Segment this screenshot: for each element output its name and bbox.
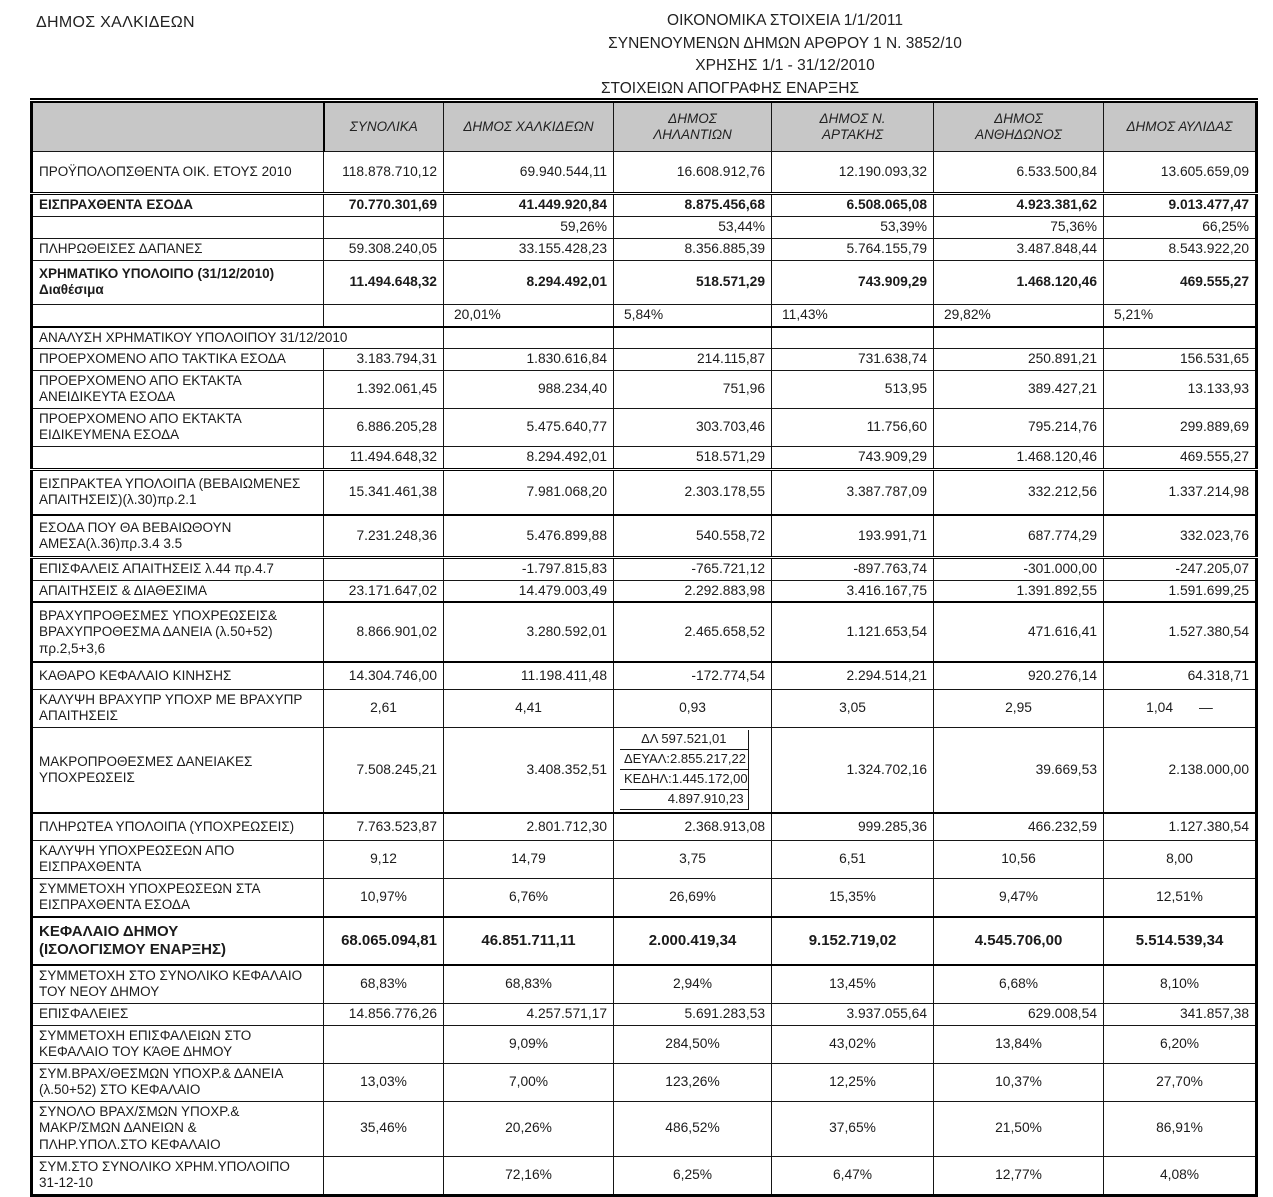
value-cell: 389.427,21 — [934, 370, 1104, 408]
value-cell: 15.341.461,38 — [324, 469, 444, 515]
value-cell: -247.205,07 — [1104, 557, 1257, 580]
table-header — [32, 101, 1257, 152]
row-label-cell: ΕΣΟΔΑ ΠΟΥ ΘΑ ΒΕΒΑΙΩΘΟΥΝ ΑΜΕΣΑ(λ.36)πρ.3.4 3.5 — [32, 515, 324, 557]
value-cell: 2.368.913,08 — [614, 813, 772, 840]
value-cell: 53,39% — [772, 217, 934, 239]
table-row — [32, 194, 1257, 217]
value-cell: 86,91% — [1104, 1101, 1257, 1156]
value-cell — [324, 557, 444, 580]
table-row — [32, 1101, 1257, 1156]
value-cell: 486,52% — [614, 1101, 772, 1156]
value-cell: 59.308.240,05 — [324, 238, 444, 260]
value-cell: 1.127.380,54 — [1104, 813, 1257, 840]
row-label-cell — [32, 304, 324, 326]
title-line-3: ΧΡΗΣΗΣ 1/1 - 31/12/2010 — [695, 57, 875, 74]
value-cell: 12,25% — [772, 1063, 934, 1101]
breakdown-item: ΚΕΔΗΛ:1.445.172,00 — [620, 770, 748, 790]
financial-table — [30, 98, 1258, 1197]
table-row — [32, 152, 1257, 194]
value-cell: 12.190.093,32 — [772, 152, 934, 194]
title-line-4: ΣΤΟΙΧΕΙΩΝ ΑΠΟΓΡΑΦΗΣ ΕΝΑΡΞΗΣ — [600, 79, 860, 97]
value-cell: 8.294.492,01 — [444, 260, 614, 304]
value-cell: 12,77% — [934, 1156, 1104, 1195]
value-cell: 303.703,46 — [614, 408, 772, 446]
table-header-cell: ΔΗΜΟΣ ΛΗΛΑΝΤΙΩΝ — [614, 101, 772, 152]
table-header-cell: ΔΗΜΟΣ ΑΥΛΙΔΑΣ — [1104, 101, 1257, 152]
row-label-cell: ΣΥΜ.ΣΤΟ ΣΥΝΟΛΙΚΟ ΧΡΗΜ.ΥΠΟΛΟΙΠΟ 31-12-10 — [32, 1156, 324, 1195]
table-row — [32, 469, 1257, 515]
value-cell: 1.591.699,25 — [1104, 580, 1257, 602]
value-cell: 9,12 — [324, 840, 444, 878]
title-line-2: ΣΥΝΕΝΟΥΜΕΝΩΝ ΔΗΜΩΝ ΑΡΘΡΟΥ 1 Ν. 3852/10 — [608, 34, 962, 52]
value-cell: 43,02% — [772, 1025, 934, 1063]
value-cell: -301.000,00 — [934, 557, 1104, 580]
value-cell: 5.764.155,79 — [772, 238, 934, 260]
table-header-cell: ΔΗΜΟΣ ΧΑΛΚΙΔΕΩΝ — [444, 101, 614, 152]
value-cell: 7.508.245,21 — [324, 727, 444, 813]
value-cell: 7.231.248,36 — [324, 515, 444, 557]
row-label-cell: ΠΡΟΕΡΧΟΜΕΝΟ ΑΠΟ ΕΚΤΑΚΤΑ ΑΝΕΙΔΙΚΕΥΤΑ ΕΣΟΔΑ — [32, 370, 324, 408]
value-cell: 21,50% — [934, 1101, 1104, 1156]
value-cell: 9,09% — [444, 1025, 614, 1063]
value-cell: 5.514.539,34 — [1104, 917, 1257, 965]
value-cell: 14.856.776,26 — [324, 1003, 444, 1025]
row-label-cell: ΣΥΝΟΛΟ ΒΡΑΧ/ΣΜΩΝ ΥΠΟΧΡ.& ΜΑΚΡ/ΣΜΩΝ ΔΑΝΕΙΩΝ & ΠΛΗΡ.ΥΠΟΛ.ΣΤΟ ΚΕΦΑΛΑΙΟ — [32, 1101, 324, 1156]
table-row — [32, 878, 1257, 916]
value-cell: -897.763,74 — [772, 557, 934, 580]
value-cell: 0,93 — [614, 689, 772, 727]
value-cell: 3.937.055,64 — [772, 1003, 934, 1025]
row-label-cell: ΑΝΑΛΥΣΗ ΧΡΗΜΑΤΙΚΟΥ ΥΠΟΛΟΙΠΟΥ 31/12/2010 — [32, 327, 444, 349]
table-row — [32, 580, 1257, 602]
value-cell: 518.571,29 — [614, 260, 772, 304]
value-cell: 64.318,71 — [1104, 662, 1257, 689]
table-row — [32, 1156, 1257, 1195]
row-label-cell: ΑΠΑΙΤΗΣΕΙΣ & ΔΙΑΘΕΣΙΜΑ — [32, 580, 324, 602]
value-cell: 1.392.061,45 — [324, 370, 444, 408]
row-label-cell: ΒΡΑΧΥΠΡΟΘΕΣΜΕΣ ΥΠΟΧΡΕΩΣΕΙΣ& ΒΡΑΧΥΠΡΟΘΕΣΜΑ ΔΑΝΕΙΑ (λ.50+52) πρ.2,5+3,6 — [32, 602, 324, 662]
table-row — [32, 1025, 1257, 1063]
breakdown-list — [620, 730, 749, 809]
table-header-cell: ΔΗΜΟΣ Ν. ΑΡΤΑΚΗΣ — [772, 101, 934, 152]
value-cell: 6.533.500,84 — [934, 152, 1104, 194]
value-cell: 299.889,69 — [1104, 408, 1257, 446]
value-cell: 39.669,53 — [934, 727, 1104, 813]
value-cell: 2,94% — [614, 965, 772, 1003]
value-cell: 2.294.514,21 — [772, 662, 934, 689]
value-cell: -765.721,12 — [614, 557, 772, 580]
row-label-cell: ΣΥΜΜΕΤΟΧΗ ΣΤΟ ΣΥΝΟΛΙΚΟ ΚΕΦΑΛΑΙΟ ΤΟΥ ΝΕΟΥ ΔΗΜΟΥ — [32, 965, 324, 1003]
value-cell: 8.294.492,01 — [444, 446, 614, 469]
value-cell: 8.356.885,39 — [614, 238, 772, 260]
value-cell — [324, 304, 444, 326]
value-cell: 14.479.003,49 — [444, 580, 614, 602]
row-label-cell — [32, 217, 324, 239]
table-row — [32, 689, 1257, 727]
value-cell: 46.851.711,11 — [444, 917, 614, 965]
value-cell: 3.416.167,75 — [772, 580, 934, 602]
value-cell: 11,43% — [772, 304, 934, 326]
value-cell: 6,25% — [614, 1156, 772, 1195]
row-label-cell: ΣΥΜΜΕΤΟΧΗ ΕΠΙΣΦΑΛΕΙΩΝ ΣΤΟ ΚΕΦΑΛΑΙΟ ΤΟΥ ΚΆΘΕ ΔΗΜΟΥ — [32, 1025, 324, 1063]
table-row — [32, 917, 1257, 965]
value-cell: 6,20% — [1104, 1025, 1257, 1063]
value-cell: 4.257.571,17 — [444, 1003, 614, 1025]
row-label-cell: ΠΡΟΕΡΧΟΜΕΝΟ ΑΠΟ ΕΚΤΑΚΤΑ ΕΙΔΙΚΕΥΜΕΝΑ ΕΣΟΔΑ — [32, 408, 324, 446]
value-cell: 3,05 — [772, 689, 934, 727]
value-cell: 2.801.712,30 — [444, 813, 614, 840]
value-cell: 7.763.523,87 — [324, 813, 444, 840]
value-cell: 629.008,54 — [934, 1003, 1104, 1025]
breakdown-item: ΔΛ 597.521,01 — [620, 730, 748, 750]
value-cell: 53,44% — [614, 217, 772, 239]
table-row — [32, 408, 1257, 446]
value-cell: 27,70% — [1104, 1063, 1257, 1101]
value-cell: 75,36% — [934, 217, 1104, 239]
value-cell: 16.608.912,76 — [614, 152, 772, 194]
table-row — [32, 446, 1257, 469]
value-cell: 743.909,29 — [772, 446, 934, 469]
value-cell: 13.605.659,09 — [1104, 152, 1257, 194]
value-cell: 1.468.120,46 — [934, 260, 1104, 304]
value-cell: 1.337.214,98 — [1104, 469, 1257, 515]
value-cell: 7,00% — [444, 1063, 614, 1101]
value-cell: 5,21% — [1104, 304, 1257, 326]
value-cell: 4.545.706,00 — [934, 917, 1104, 965]
value-cell: 5,84% — [614, 304, 772, 326]
value-cell: 5.475.640,77 — [444, 408, 614, 446]
value-cell: 4,41 — [444, 689, 614, 727]
value-cell — [772, 327, 934, 349]
row-label-cell: ΧΡΗΜΑΤΙΚΟ ΥΠΟΛΟΙΠΟ (31/12/2010) Διαθέσιμα — [32, 260, 324, 304]
row-label-cell: ΠΡΟΫΠΟΛΟΠΣΘΕΝΤΑ ΟΙΚ. ΕΤΟΥΣ 2010 — [32, 152, 324, 194]
value-cell: 8.543.922,20 — [1104, 238, 1257, 260]
value-cell: 6.508.065,08 — [772, 194, 934, 217]
value-cell: 3.183.794,31 — [324, 349, 444, 371]
value-cell: -1.797.815,83 — [444, 557, 614, 580]
value-cell: 11.494.648,32 — [324, 446, 444, 469]
value-cell: 29,82% — [934, 304, 1104, 326]
value-cell: 20,26% — [444, 1101, 614, 1156]
table-row — [32, 304, 1257, 326]
value-cell: 743.909,29 — [772, 260, 934, 304]
value-cell — [444, 327, 614, 349]
value-cell: 2.465.658,52 — [614, 602, 772, 662]
value-cell: 341.857,38 — [1104, 1003, 1257, 1025]
value-cell: 4.923.381,62 — [934, 194, 1104, 217]
title-line-1: ΟΙΚΟΝΟΜΙΚΑ ΣΤΟΙΧΕΙΑ 1/1/2011 — [667, 12, 903, 29]
value-cell: 466.232,59 — [934, 813, 1104, 840]
value-cell: 2.303.178,55 — [614, 469, 772, 515]
value-cell: 1.391.892,55 — [934, 580, 1104, 602]
value-cell: 3.408.352,51 — [444, 727, 614, 813]
row-label-cell: ΚΑΛΥΨΗ ΒΡΑΧΥΠΡ ΥΠΟΧΡ ΜΕ ΒΡΑΧΥΠΡ ΑΠΑΙΤΗΣΕΙΣ — [32, 689, 324, 727]
table-row — [32, 370, 1257, 408]
value-cell: 15,35% — [772, 878, 934, 916]
value-cell: 70.770.301,69 — [324, 194, 444, 217]
value-cell: 214.115,87 — [614, 349, 772, 371]
value-cell: 1.468.120,46 — [934, 446, 1104, 469]
value-cell: 156.531,65 — [1104, 349, 1257, 371]
value-cell: 250.891,21 — [934, 349, 1104, 371]
value-cell: 6.886.205,28 — [324, 408, 444, 446]
value-cell — [1104, 327, 1257, 349]
value-cell: 332.212,56 — [934, 469, 1104, 515]
row-label-cell: ΚΑΛΥΨΗ ΥΠΟΧΡΕΩΣΕΩΝ ΑΠΟ ΕΙΣΠΡΑΧΘΕΝΤΑ — [32, 840, 324, 878]
value-cell: 469.555,27 — [1104, 446, 1257, 469]
table-header-row — [32, 101, 1257, 152]
value-cell: 13,03% — [324, 1063, 444, 1101]
value-cell: 33.155.428,23 — [444, 238, 614, 260]
pen-dash-mark: — — [1199, 699, 1213, 715]
row-label-cell: ΠΛΗΡΩΘΕΙΣΕΣ ΔΑΠΑΝΕΣ — [32, 238, 324, 260]
table-row — [32, 349, 1257, 371]
value-cell: 2,61 — [324, 689, 444, 727]
value-cell: 9.152.719,02 — [772, 917, 934, 965]
table-row — [32, 217, 1257, 239]
value-cell: 68,83% — [444, 965, 614, 1003]
value-cell: 10,37% — [934, 1063, 1104, 1101]
table-row — [32, 557, 1257, 580]
value-cell: 731.638,74 — [772, 349, 934, 371]
value-cell: 469.555,27 — [1104, 260, 1257, 304]
value-cell: 7.981.068,20 — [444, 469, 614, 515]
value-cell: 518.571,29 — [614, 446, 772, 469]
value-cell: 12,51% — [1104, 878, 1257, 916]
value-cell: -172.774,54 — [614, 662, 772, 689]
value-cell: 5.691.283,53 — [614, 1003, 772, 1025]
table-row — [32, 813, 1257, 840]
row-label-cell — [32, 446, 324, 469]
row-label-cell: ΠΛΗΡΩΤΕΑ ΥΠΟΛΟΙΠΑ (ΥΠΟΧΡΕΩΣΕΙΣ) — [32, 813, 324, 840]
value-cell — [614, 327, 772, 349]
value-cell: 26,69% — [614, 878, 772, 916]
value-cell: 1.830.616,84 — [444, 349, 614, 371]
value-cell: 332.023,76 — [1104, 515, 1257, 557]
table-row — [32, 965, 1257, 1003]
value-cell: 11.756,60 — [772, 408, 934, 446]
table-row — [32, 662, 1257, 689]
value-cell: 1.527.380,54 — [1104, 602, 1257, 662]
breakdown-item: ΔΕΥΑΛ:2.855.217,22 — [620, 750, 748, 770]
row-label-cell: ΣΥΜ.ΒΡΑΧ/ΘΕΣΜΩΝ ΥΠΟΧΡ.& ΔΑΝΕΙΑ (λ.50+52) ΣΤΟ ΚΕΦΑΛΑΙΟ — [32, 1063, 324, 1101]
value-cell: 14,79 — [444, 840, 614, 878]
value-cell: 13,84% — [934, 1025, 1104, 1063]
value-cell: 471.616,41 — [934, 602, 1104, 662]
value-cell: 2.138.000,00 — [1104, 727, 1257, 813]
value-cell: 6,76% — [444, 878, 614, 916]
value-cell: 540.558,72 — [614, 515, 772, 557]
table-header-cell: ΣΥΝΟΛΙΚΑ — [324, 101, 444, 152]
value-cell: 35,46% — [324, 1101, 444, 1156]
value-cell: 284,50% — [614, 1025, 772, 1063]
value-cell: 13.133,93 — [1104, 370, 1257, 408]
table-row — [32, 602, 1257, 662]
table-body — [32, 152, 1257, 1196]
value-cell: 3.387.787,09 — [772, 469, 934, 515]
breakdown-cell — [614, 727, 772, 813]
row-label-cell: ΕΠΙΣΦΑΛΕΙΕΣ — [32, 1003, 324, 1025]
value-cell: 23.171.647,02 — [324, 580, 444, 602]
value-cell: 66,25% — [1104, 217, 1257, 239]
value-cell — [324, 1025, 444, 1063]
value-cell: 11.198.411,48 — [444, 662, 614, 689]
row-label-cell: ΕΙΣΠΡΑΚΤΕΑ ΥΠΟΛΟΙΠΑ (ΒΕΒΑΙΩΜΕΝΕΣ ΑΠΑΙΤΗΣΕΙΣ)(λ.30)πρ.2.1 — [32, 469, 324, 515]
value-cell: 2,95 — [934, 689, 1104, 727]
row-label-cell: ΕΠΙΣΦΑΛΕΙΣ ΑΠΑΙΤΗΣΕΙΣ λ.44 πρ.4.7 — [32, 557, 324, 580]
value-cell: 1.121.653,54 — [772, 602, 934, 662]
value-cell: 118.878.710,12 — [324, 152, 444, 194]
value-cell: 59,26% — [444, 217, 614, 239]
table-row — [32, 260, 1257, 304]
value-cell: 14.304.746,00 — [324, 662, 444, 689]
value-cell: 20,01% — [444, 304, 614, 326]
row-label-cell: ΠΡΟΕΡΧΟΜΕΝΟ ΑΠΟ ΤΑΚΤΙΚΑ ΕΣΟΔΑ — [32, 349, 324, 371]
value-cell: 68,83% — [324, 965, 444, 1003]
row-label-cell: ΚΕΦΑΛΑΙΟ ΔΗΜΟΥ (ΙΣΟΛΟΓΙΣΜΟΥ ΕΝΑΡΞΗΣ) — [32, 917, 324, 965]
value-cell: 8.866.901,02 — [324, 602, 444, 662]
value-cell: 193.991,71 — [772, 515, 934, 557]
value-cell: 72,16% — [444, 1156, 614, 1195]
value-cell: 4,08% — [1104, 1156, 1257, 1195]
value-cell: 1,04 — — [1104, 689, 1257, 727]
row-label-cell: ΜΑΚΡΟΠΡΟΘΕΣΜΕΣ ΔΑΝΕΙΑΚΕΣ ΥΠΟΧΡΕΩΣΕΙΣ — [32, 727, 324, 813]
table-header-cell — [32, 101, 324, 152]
value-cell — [934, 327, 1104, 349]
value-cell: 687.774,29 — [934, 515, 1104, 557]
value-cell: 988.234,40 — [444, 370, 614, 408]
row-label-cell: ΕΙΣΠΡΑΧΘΕΝΤΑ ΕΣΟΔΑ — [32, 194, 324, 217]
value-cell: 9,47% — [934, 878, 1104, 916]
document-title-block — [420, 10, 1150, 100]
table-row — [32, 327, 1257, 349]
value-cell: 2.000.419,34 — [614, 917, 772, 965]
breakdown-item: 4.897.910,23 — [620, 790, 748, 810]
value-cell: 920.276,14 — [934, 662, 1104, 689]
value-cell: 6,68% — [934, 965, 1104, 1003]
value-cell: 3.280.592,01 — [444, 602, 614, 662]
table-header-cell: ΔΗΜΟΣ ΑΝΘΗΔΩΝΟΣ — [934, 101, 1104, 152]
row-label-cell: ΚΑΘΑΡΟ ΚΕΦΑΛΑΙΟ ΚΙΝΗΣΗΣ — [32, 662, 324, 689]
value-cell: 751,96 — [614, 370, 772, 408]
value-cell: 9.013.477,47 — [1104, 194, 1257, 217]
value-cell: 999.285,36 — [772, 813, 934, 840]
value-cell: 10,56 — [934, 840, 1104, 878]
value-cell: 3,75 — [614, 840, 772, 878]
value-cell: 1.324.702,16 — [772, 727, 934, 813]
table-row — [32, 1003, 1257, 1025]
value-cell: 10,97% — [324, 878, 444, 916]
value-cell: 37,65% — [772, 1101, 934, 1156]
value-cell: 3.487.848,44 — [934, 238, 1104, 260]
table-row — [32, 238, 1257, 260]
value-cell — [324, 217, 444, 239]
value-cell: 41.449.920,84 — [444, 194, 614, 217]
value-cell: 6,51 — [772, 840, 934, 878]
table-row — [32, 727, 1257, 813]
value-cell: 11.494.648,32 — [324, 260, 444, 304]
value-cell: 513,95 — [772, 370, 934, 408]
value-cell: 69.940.544,11 — [444, 152, 614, 194]
row-label-cell: ΣΥΜΜΕΤΟΧΗ ΥΠΟΧΡΕΩΣΕΩΝ ΣΤΑ ΕΙΣΠΡΑΧΘΕΝΤΑ ΕΣΟΔΑ — [32, 878, 324, 916]
table-row — [32, 1063, 1257, 1101]
value-cell: 8.875.456,68 — [614, 194, 772, 217]
table-row — [32, 515, 1257, 557]
corner-title: ΔΗΜΟΣ ΧΑΛΚΙΔΕΩΝ — [36, 14, 195, 31]
value-cell: 123,26% — [614, 1063, 772, 1101]
value-cell: 13,45% — [772, 965, 934, 1003]
value-cell: 795.214,76 — [934, 408, 1104, 446]
value-cell: 6,47% — [772, 1156, 934, 1195]
value-cell — [324, 1156, 444, 1195]
value-cell: 68.065.094,81 — [324, 917, 444, 965]
value-cell: 5.476.899,88 — [444, 515, 614, 557]
value-cell: 8,00 — [1104, 840, 1257, 878]
table-row — [32, 840, 1257, 878]
value-cell: 8,10% — [1104, 965, 1257, 1003]
value-cell: 2.292.883,98 — [614, 580, 772, 602]
